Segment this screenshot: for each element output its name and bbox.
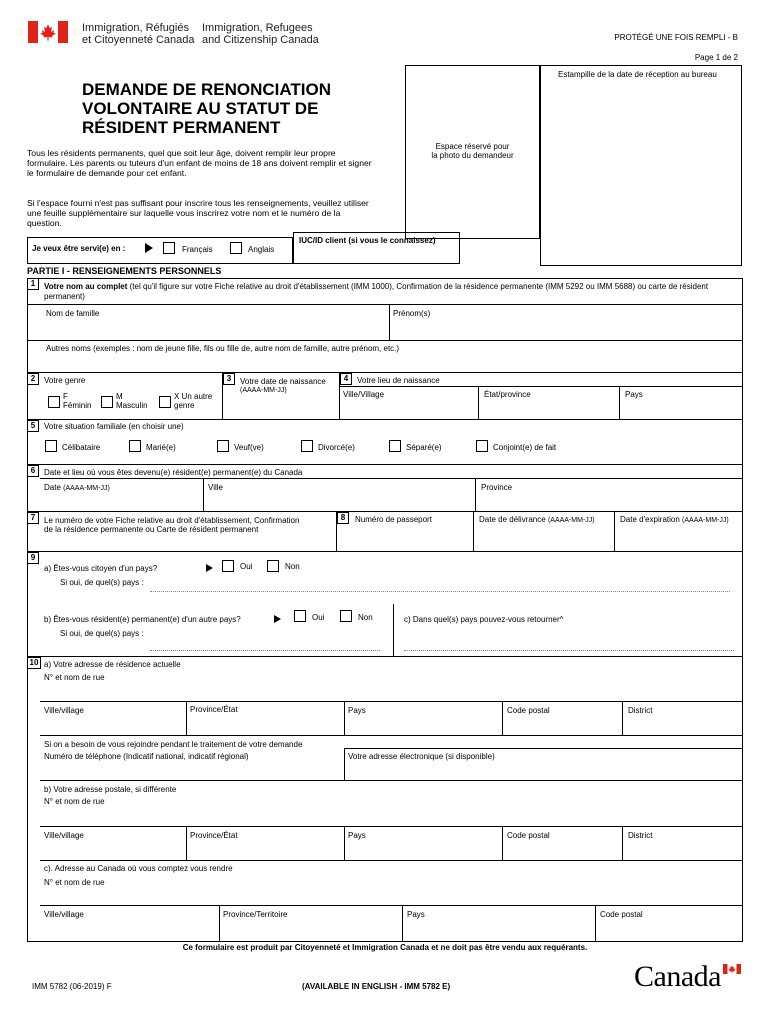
divider (393, 604, 394, 656)
divider (40, 478, 743, 479)
photo-label: Espace réservé pour la photo du demandeur (431, 142, 514, 160)
district-label: District (628, 831, 653, 840)
citizen-no-label: Non (285, 562, 300, 571)
q1-label-text: (tel qu'il figure sur votre Fiche relative au droit d'établissement (IMM 1000), Confirmation de la résidence permanente (IMM 5292 ou IMM 5688) ou carte de résident permanent) (44, 282, 709, 301)
stamp-label: Estampille de la date de réception au bureau (558, 70, 717, 79)
divider (219, 905, 220, 942)
divider (27, 419, 743, 420)
phone-label: Numéro de téléphone (Indicatif national, indicatif régional) (44, 752, 249, 761)
gender-male-checkbox[interactable] (101, 396, 113, 408)
mailing-address-label: b) Votre adresse postale, si différente (44, 785, 177, 794)
service-language-label: Je veux être servi(e) en : (32, 244, 126, 253)
given-name-label: Prénom(s) (393, 309, 431, 318)
divider (389, 304, 390, 340)
question-number: 6 (27, 465, 39, 477)
canada-wordmark (634, 960, 744, 994)
province-label: Province/État (190, 831, 238, 840)
dob-format: (AAAA-MM-JJ) (240, 387, 287, 394)
divider (186, 701, 187, 735)
marital-single-checkbox[interactable] (45, 440, 57, 452)
family-name-input[interactable] (44, 319, 384, 339)
passport-expiry-format: (AAAA-MM-JJ) (682, 517, 729, 524)
country-label: Pays (348, 706, 366, 715)
passport-issue-format: (AAAA-MM-JJ) (547, 517, 595, 524)
gender-label: Votre genre (44, 376, 86, 385)
city-label: Ville/village (44, 831, 84, 840)
intro-paragraph: Tous les résidents permanents, quel que soit leur âge, doivent remplir leur propre formulaire. Les parents ou tuteurs d'un enfant de moins de 18 ans doivent remplir et signer le formulaire de demande pour cet enfant. (27, 148, 372, 178)
citizen-yes-label: Oui (240, 562, 253, 571)
citizen-question-label: a) Êtes-vous citoyen d'un pays? (44, 564, 158, 573)
divider (27, 304, 743, 305)
question-number: 5 (27, 420, 39, 432)
divider (339, 386, 743, 387)
pr-city-label: Ville (208, 483, 223, 492)
other-pr-no-checkbox[interactable] (340, 610, 352, 622)
divider (27, 464, 743, 465)
postal-code-label: Code postal (507, 831, 550, 840)
country-label: Pays (407, 910, 425, 919)
pr-document-number-label: Le numéro de votre Fiche relative au droit d'établissement, Confirmation de la résidence permanente ou Carte de résident permanent (44, 516, 300, 534)
other-pr-no-label: Non (358, 613, 373, 622)
pr-date-place-label: Date et lieu où vous êtes devenu(e) résident(e) permanent(e) du Canada (44, 468, 303, 477)
divider (402, 905, 403, 942)
marital-separated-checkbox[interactable] (389, 440, 401, 452)
french-checkbox[interactable] (163, 242, 175, 254)
divider (40, 905, 743, 906)
postal-code-label: Code postal (600, 910, 643, 919)
postal-code-label: Code postal (507, 706, 550, 715)
divider (502, 701, 503, 735)
passport-expiry-label (620, 515, 729, 525)
other-pr-question-label: b) Êtes-vous résident(e) permanent(e) d'un autre pays? (44, 615, 241, 624)
gender-male-label: M Masculin (116, 392, 148, 410)
pr-date-text: Date (44, 483, 61, 492)
question-number: 7 (27, 512, 39, 524)
return-countries-input[interactable] (404, 650, 734, 651)
street-label: N° et nom de rue (44, 878, 105, 887)
divider (478, 386, 479, 419)
divider (27, 511, 743, 512)
arrow-right-icon (274, 615, 281, 623)
divider (475, 478, 476, 511)
divider (203, 478, 204, 511)
other-pr-countries-label: Si oui, de quel(s) pays : (60, 629, 144, 638)
q1-label (44, 282, 734, 301)
arrow-right-icon (145, 243, 153, 253)
canada-wordmark-text: Canada (634, 960, 721, 993)
question-number: 2 (27, 373, 39, 385)
divider (27, 551, 743, 552)
other-pr-yes-checkbox[interactable] (294, 610, 306, 622)
city-label: Ville/village (44, 910, 84, 919)
gender-female-checkbox[interactable] (48, 396, 60, 408)
family-name-label: Nom de famille (46, 309, 100, 318)
pob-country-label: Pays (625, 390, 643, 399)
passport-number-label: Numéro de passeport (355, 515, 432, 524)
pob-city-label: Ville/Village (343, 390, 385, 399)
other-pr-yes-label: Oui (312, 613, 325, 622)
canada-wordmark-flag-icon (723, 964, 741, 974)
arrow-right-icon (206, 564, 213, 572)
uci-label: IUC/ID client (si vous le connaissez) (299, 236, 436, 245)
pr-date-label (44, 483, 110, 493)
english-label: Anglais (248, 245, 275, 254)
instructions-paragraph: Si l'espace fourni n'est pas suffisant pour inscrire tous les renseignements, veuillez utiliser une feuille supplémentaire sur laquelle vous inscrirez votre nom et le numéro de la question. (27, 198, 369, 228)
return-countries-label: c) Dans quel(s) pays pouvez-vous retourner^ (404, 615, 564, 624)
citizen-no-checkbox[interactable] (267, 560, 279, 572)
street-label: N° et nom de rue (44, 797, 105, 806)
marital-divorced-checkbox[interactable] (301, 440, 313, 452)
other-names-label: Autres noms (exemples : nom de jeune fille, fils ou fille de, autre nom de famille, autre prénom, etc.) (46, 344, 400, 353)
divider (344, 748, 743, 749)
residence-address-label: a) Votre adresse de résidence actuelle (44, 660, 181, 669)
gender-other-checkbox[interactable] (159, 396, 171, 408)
citizen-countries-label: Si oui, de quel(s) pays : (60, 578, 144, 587)
divider (40, 701, 743, 702)
page-number: Page 1 de 2 (694, 53, 738, 62)
marital-option-label: Divorcé(e) (318, 443, 355, 452)
gender-female-label: F Féminin (63, 392, 92, 410)
pr-date-format: (AAAA-MM-JJ) (63, 485, 110, 492)
marital-option-label: Célibataire (62, 443, 101, 452)
question-number: 10 (27, 657, 41, 669)
citizen-yes-checkbox[interactable] (222, 560, 234, 572)
email-input[interactable] (348, 762, 736, 779)
agency-name-en: Immigration, Refugees and Citizenship Canada (202, 22, 319, 46)
divider (40, 780, 743, 781)
province-label: Province/État (190, 705, 238, 714)
gender-other-label: X Un autre genre (174, 392, 213, 410)
divider (502, 826, 503, 860)
divider (40, 735, 743, 736)
territory-label: Province/Territoire (223, 910, 288, 919)
phone-input[interactable] (44, 762, 340, 779)
dob-input[interactable] (226, 397, 336, 417)
country-label: Pays (348, 831, 366, 840)
divider (344, 701, 345, 735)
residence-street-input[interactable] (44, 683, 734, 700)
divider (619, 386, 620, 419)
marital-option-label: Conjoint(e) de fait (493, 443, 557, 452)
citizen-countries-input[interactable] (150, 591, 730, 592)
footer-note: Ce formulaire est produit par Citoyenneté et Immigration Canada et ne doit pas être vendu aux requérants. (182, 943, 588, 952)
marital-status-label: Votre situation familiale (en choisir une) (44, 422, 184, 431)
marital-option-label: Séparé(e) (406, 443, 442, 452)
contact-info-label: Si on a besoin de vous rejoindre pendant le traitement de votre demande (44, 740, 303, 749)
divider (27, 656, 743, 657)
q1-label-bold: Votre nom au complet (44, 282, 128, 291)
marital-widowed-checkbox[interactable] (217, 440, 229, 452)
pr-province-label: Province (481, 483, 513, 492)
agency-name-fr: Immigration, Réfugiés et Citoyenneté Canada (82, 22, 195, 46)
email-label: Votre adresse électronique (si disponible) (348, 752, 495, 761)
passport-expiry-text: Date d'expiration (620, 515, 680, 524)
english-checkbox[interactable] (230, 242, 242, 254)
district-label: District (628, 706, 653, 715)
part-1-heading: PARTIE I - RENSEIGNEMENTS PERSONNELS (27, 266, 222, 276)
dob-label: Votre date de naissance (240, 377, 326, 386)
question-number: 1 (27, 278, 39, 290)
english-version-note: (AVAILABLE IN ENGLISH - IMM 5782 E) (302, 982, 451, 991)
stamp-box (540, 65, 742, 266)
divider (40, 826, 743, 827)
divider (186, 826, 187, 860)
protected-label: PROTÉGÉ UNE FOIS REMPLI - B (614, 33, 738, 42)
form-number: IMM 5782 (06-2019) F (32, 982, 112, 991)
french-label: Français (182, 245, 213, 254)
divider (622, 701, 623, 735)
street-label: N° et nom de rue (44, 673, 105, 682)
given-name-input[interactable] (393, 319, 738, 339)
divider (614, 511, 615, 551)
marital-married-checkbox[interactable] (129, 440, 141, 452)
marital-option-label: Veuf(ve) (234, 443, 264, 452)
divider (344, 826, 345, 860)
question-number: 4 (340, 373, 352, 385)
question-number: 3 (223, 373, 235, 385)
divider (27, 340, 743, 341)
pob-province-label: État/province (484, 390, 531, 399)
city-label: Ville/village (44, 706, 84, 715)
question-number: 9 (27, 552, 39, 564)
marital-option-label: Marié(e) (146, 443, 176, 452)
divider (595, 905, 596, 942)
divider (344, 748, 345, 780)
divider (40, 860, 743, 861)
divider (622, 826, 623, 860)
passport-issue-label (479, 515, 595, 525)
pob-label: Votre lieu de naissance (357, 376, 440, 385)
canada-street-input[interactable] (44, 888, 734, 905)
passport-issue-text: Date de délivrance (479, 515, 546, 524)
question-number: 8 (337, 512, 349, 524)
other-pr-countries-input[interactable] (150, 650, 380, 651)
other-names-input[interactable] (44, 354, 734, 370)
marital-common-law-checkbox[interactable] (476, 440, 488, 452)
divider (27, 372, 743, 373)
divider (473, 511, 474, 551)
canada-address-label: c). Adresse au Canada où vous comptez vous rendre (44, 864, 233, 873)
canada-flag-logo (28, 21, 68, 43)
mailing-street-input[interactable] (44, 807, 734, 824)
form-title: DEMANDE DE RENONCIATION VOLONTAIRE AU STATUT DE RÉSIDENT PERMANENT (82, 80, 332, 137)
